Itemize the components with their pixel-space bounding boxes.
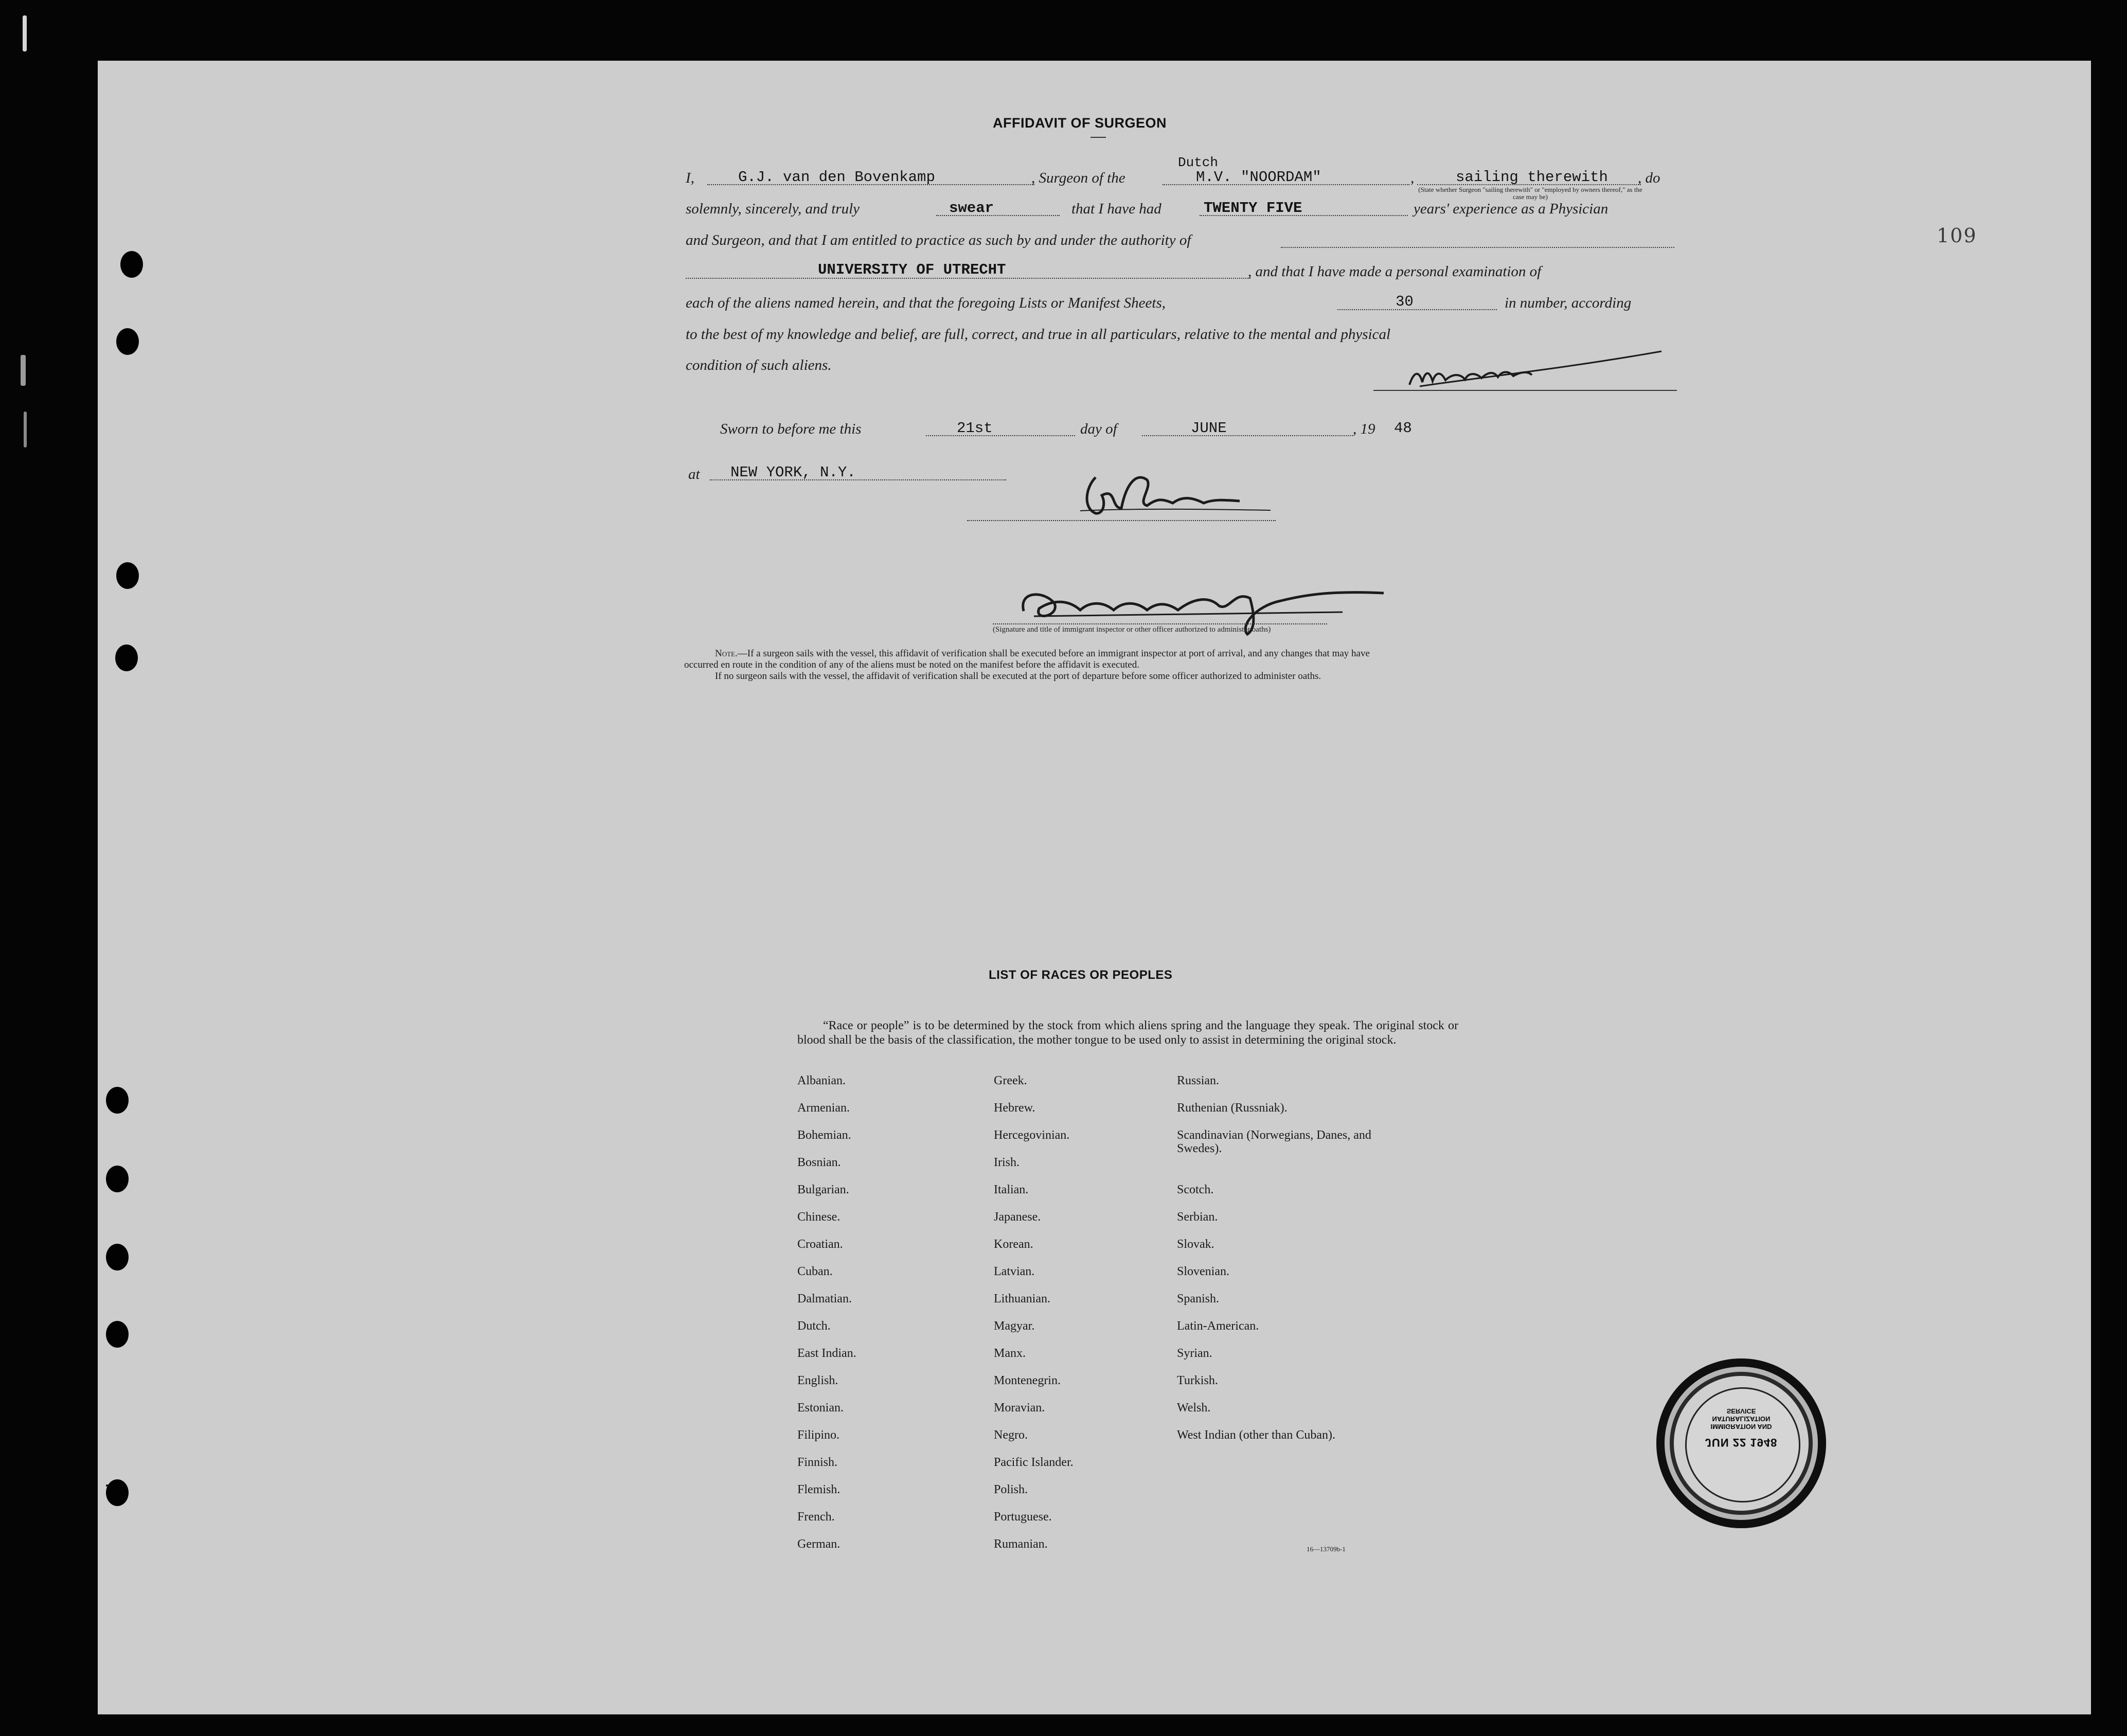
race-item: Croatian.: [797, 1238, 843, 1251]
race-item: [1177, 1510, 1378, 1537]
race-item: Irish.: [994, 1156, 1020, 1169]
races-title: LIST OF RACES OR PEOPLES: [989, 968, 1173, 982]
race-item: [1177, 1456, 1378, 1483]
race-item: Cuban.: [797, 1265, 833, 1278]
oath-value: swear: [949, 200, 994, 217]
place-line: [710, 479, 1006, 480]
note-text-1: —If a surgeon sails with the vessel, this affidavit of verification shall be executed before an immigrant inspector at port of arrival, and any changes that may have: [737, 648, 1370, 659]
affidavit-lead: I,: [686, 170, 694, 186]
race-item: Finnish.: [797, 1456, 838, 1469]
race-item: Dalmatian.: [797, 1292, 852, 1305]
authority-value: UNIVERSITY OF UTRECHT: [818, 261, 1006, 278]
stamp-date: JUN 22 1948: [1705, 1436, 1778, 1449]
sailing-line: [1417, 184, 1641, 185]
sworn-month: JUNE: [1191, 420, 1227, 437]
note-text-2: occurred en route in the condition of any of the aliens must be noted on the manifest before the affidavit is executed.: [684, 659, 1139, 670]
race-item: Serbian.: [1177, 1210, 1218, 1224]
vessel-line: [1163, 184, 1409, 185]
race-item: Latvian.: [994, 1265, 1035, 1278]
sworn-day-line: [926, 435, 1075, 436]
oath-line: [936, 215, 1060, 216]
race-item: Japanese.: [994, 1210, 1041, 1224]
race-item: Scotch.: [1177, 1183, 1214, 1196]
race-item: Scandinavian (Norwegians, Danes, and Swedes).: [1177, 1129, 1371, 1155]
race-item: Magyar.: [994, 1319, 1035, 1333]
race-item: [1177, 1537, 1378, 1565]
had-text: that I have had: [1071, 201, 1161, 217]
race-item: Slovenian.: [1177, 1265, 1229, 1278]
race-item: [1177, 1483, 1378, 1510]
year-prefix: , 19: [1353, 421, 1375, 437]
sheets-value: 30: [1396, 293, 1414, 310]
years-value: TWENTY FIVE: [1204, 200, 1302, 217]
vessel-comma: ,: [1410, 170, 1415, 186]
races-column-1: [797, 1074, 982, 1565]
race-item: Armenian.: [797, 1101, 850, 1115]
race-item: East Indian.: [797, 1347, 856, 1360]
race-item: Filipino.: [797, 1428, 840, 1442]
title-underline: [1091, 137, 1106, 138]
solemnly-text: solemnly, sincerely, and truly: [686, 201, 860, 217]
at-text: at: [688, 466, 700, 482]
race-item: Bulgarian.: [797, 1183, 849, 1196]
binder-hole: [106, 1244, 129, 1270]
race-item: Korean.: [994, 1238, 1033, 1251]
signature-caption: (Signature and title of immigrant inspector or other officer authorized to administer oaths): [993, 625, 1271, 634]
binder-hole: [116, 328, 139, 355]
race-item: Pacific Islander.: [994, 1456, 1074, 1469]
binder-hole: [106, 1166, 129, 1192]
race-item: Hebrew.: [994, 1101, 1035, 1115]
binder-hole: [106, 1484, 108, 1487]
knowledge-text: to the best of my knowledge and belief, are full, correct, and true in all particulars, relative to the mental and physical: [686, 326, 1391, 343]
binder-hole: [120, 251, 143, 278]
surgeon-signature-line: [1373, 390, 1677, 391]
note-text-3: If no surgeon sails with the vessel, the affidavit of verification shall be executed at the port of departure before some officer authorized to administer oaths.: [715, 671, 1321, 682]
binder-hole: [106, 1087, 129, 1114]
edge-mark: [21, 355, 26, 386]
authority-line: [686, 278, 1250, 279]
years-line: [1200, 215, 1408, 216]
race-item: Flemish.: [797, 1483, 841, 1496]
race-item: Latin-American.: [1177, 1319, 1259, 1333]
condition-text: condition of such aliens.: [686, 357, 832, 373]
page-number: 109: [1937, 224, 1977, 247]
race-item: Estonian.: [797, 1401, 844, 1415]
inspector-signature-line: [967, 520, 1276, 521]
race-item: Syrian.: [1177, 1347, 1212, 1360]
races-column-3: [1177, 1074, 1378, 1565]
race-item: Welsh.: [1177, 1401, 1211, 1415]
day-of-text: day of: [1080, 421, 1117, 437]
race-item: English.: [797, 1374, 838, 1387]
race-item: Turkish.: [1177, 1374, 1218, 1387]
binder-hole: [106, 1479, 129, 1506]
sailing-note: (State whether Surgeon "sailing therewith" or "employed by owners thereof," as the case may be): [1418, 186, 1642, 201]
number-text: in number, according: [1505, 295, 1632, 311]
race-item: Lithuanian.: [994, 1292, 1050, 1305]
race-item: Dutch.: [797, 1319, 831, 1333]
note-label: Note.: [715, 648, 738, 659]
race-item: Greek.: [994, 1074, 1027, 1087]
race-item: French.: [797, 1510, 835, 1524]
date-stamp: [1656, 1358, 1826, 1528]
sworn-year: 48: [1394, 420, 1412, 437]
sheets-line: [1337, 309, 1497, 310]
race-item: Albanian.: [797, 1074, 846, 1087]
binder-hole: [116, 562, 139, 589]
authority-text: and Surgeon, and that I am entitled to practice as such by and under the authority of: [686, 232, 1191, 248]
sworn-day: 21st: [957, 420, 993, 437]
race-item: Italian.: [994, 1183, 1029, 1196]
race-item: Rumanian.: [994, 1537, 1048, 1551]
binder-hole: [106, 1321, 129, 1348]
sworn-month-line: [1142, 435, 1353, 436]
races-intro: “Race or people” is to be determined by the stock from which aliens spring and the language they speak. The original stock or blood shall be the basis of the classification, the mother tongue to be used only to assist in determining the original stock.: [797, 1019, 1458, 1047]
races-column-2: [994, 1074, 1169, 1565]
race-item: Montenegrin.: [994, 1374, 1061, 1387]
race-item: German.: [797, 1537, 841, 1551]
race-item: Portuguese.: [994, 1510, 1052, 1524]
examination-text: , and that I have made a personal examination of: [1248, 263, 1542, 280]
race-item: Bosnian.: [797, 1156, 841, 1169]
binder-hole: [115, 645, 138, 671]
race-item: Negro.: [994, 1428, 1028, 1442]
do-text: , do: [1638, 170, 1660, 186]
aliens-text: each of the aliens named herein, and that the foregoing Lists or Manifest Sheets,: [686, 295, 1166, 311]
sworn-text: Sworn to before me this: [720, 421, 862, 437]
authority-line-upper: [1281, 247, 1674, 248]
race-item: Chinese.: [797, 1210, 841, 1224]
inspector-signature: [1075, 467, 1343, 534]
surgeon-signature: [1404, 341, 1672, 403]
race-item: West Indian (other than Cuban).: [1177, 1428, 1335, 1442]
race-item: Bohemian.: [797, 1129, 851, 1142]
race-item: [1177, 1156, 1378, 1183]
race-item: Russian.: [1177, 1074, 1220, 1087]
vessel-prefix: Dutch: [1178, 155, 1219, 170]
affidavit-note: [684, 648, 1677, 682]
edge-mark: [24, 411, 27, 448]
race-item: Polish.: [994, 1483, 1028, 1496]
race-item: Moravian.: [994, 1401, 1045, 1415]
note-line-1: [684, 648, 1677, 659]
document-page: [98, 61, 2091, 1714]
surgeon-name: G.J. van den Bovenkamp: [738, 169, 935, 186]
officer-signature-line: [993, 623, 1327, 624]
surgeon-name-line: [707, 184, 1034, 185]
race-item: Spanish.: [1177, 1292, 1220, 1305]
form-number: 16—13709b-1: [1307, 1545, 1346, 1553]
race-item: Hercegovinian.: [994, 1129, 1070, 1142]
surgeon-of-text: , Surgeon of the: [1031, 170, 1125, 186]
vessel-name: M.V. "NOORDAM": [1196, 169, 1321, 186]
race-item: Ruthenian (Russniak).: [1177, 1101, 1288, 1115]
race-item: Slovak.: [1177, 1238, 1214, 1251]
experience-text: years' experience as a Physician: [1414, 201, 1608, 217]
edge-mark: [23, 15, 27, 51]
race-item: Manx.: [994, 1347, 1026, 1360]
place-value: NEW YORK, N.Y.: [730, 464, 856, 481]
sailing-status: sailing therewith: [1456, 169, 1608, 186]
affidavit-title: AFFIDAVIT OF SURGEON: [993, 115, 1167, 131]
stamp-outer-text: IMMIGRATION AND NATURALIZATION SERVICE: [1710, 1407, 1772, 1430]
